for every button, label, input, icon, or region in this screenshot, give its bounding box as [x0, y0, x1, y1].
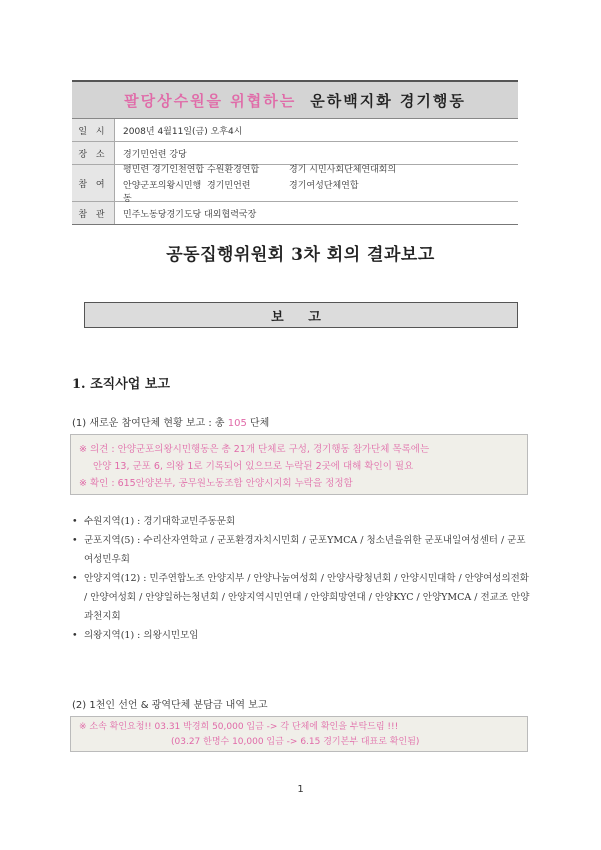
info-key: 장 소 — [72, 142, 115, 164]
bullet-icon: • — [72, 535, 78, 546]
new-members-heading — [72, 414, 269, 429]
participant-org: 수원환경연합 — [207, 165, 260, 175]
banner-dark-text: 운하백지화 경기행동 — [310, 91, 466, 110]
event-banner — [72, 82, 518, 119]
banner-pink-text: 팔당상수원을 위협하는 — [124, 91, 297, 110]
participant-orgs — [123, 162, 409, 204]
member-count: 105 — [227, 418, 247, 429]
contribution-note-box — [70, 716, 528, 752]
bullet-icon: • — [72, 516, 78, 527]
region-list — [72, 512, 530, 645]
list-item: • 수원지역(1) : 경기대학교민주동문회 — [72, 512, 530, 531]
note-line: 안양 13, 군포 6, 의왕 1로 기록되어 있으므로 누락된 2곳에 대해 확인이 필요 — [93, 461, 414, 472]
section-title: 1. 조직사업 보고 — [72, 377, 170, 392]
list-item: • 의왕지역(1) : 의왕시민모임 — [72, 626, 530, 645]
info-key: 참 여 — [72, 165, 115, 201]
bullet-icon: • — [72, 630, 78, 641]
info-row-observer — [72, 202, 518, 224]
event-info-table — [72, 80, 518, 225]
contribution-heading: (2) 1천인 선언 & 광역단체 분담금 내역 보고 — [72, 700, 268, 711]
participant-org: 경기 시민사회단체연대회의 — [289, 165, 397, 175]
report-section-bar: 보 고 — [84, 302, 518, 328]
opinion-note-box — [70, 434, 528, 495]
bullet-icon: • — [72, 573, 78, 584]
heading-prefix: (1) 새로운 참여단체 현황 보고 : 총 — [72, 418, 228, 429]
info-value: 경기민언련 강당 — [123, 149, 187, 160]
participant-org: 안양군포의왕시민행동 — [123, 181, 202, 204]
participant-org: 평민련 경기인천연합 — [123, 165, 205, 175]
info-row-participants — [72, 165, 518, 202]
info-key: 참 관 — [72, 202, 115, 224]
note-line: ※ 의견 : 안양군포의왕시민행동은 총 21개 단체로 구성, 경기행동 참가단체 목록에는 — [79, 444, 430, 455]
note-line: (03.27 한명수 10,000 입금 -> 6.15 경기본부 대표로 확인됨) — [171, 737, 420, 747]
info-key: 일 시 — [72, 119, 115, 141]
note-line: ※ 확인 : 615안양본부, 공무원노동조합 안양시지회 누락을 정정함 — [79, 478, 353, 489]
page-title: 공동집행위원회 3차 회의 결과보고 — [166, 245, 435, 265]
heading-suffix: 단체 — [246, 418, 270, 429]
note-line: ※ 소속 확인요청!! 03.31 박경희 50,000 입금 -> 각 단체에 확인을 부탁드림 !!! — [79, 722, 399, 732]
participant-org: 경기여성단체연합 — [289, 181, 359, 191]
page-number: 1 — [297, 784, 304, 795]
list-item: • 안양지역(12) : 민주연합노조 안양지부 / 안양나눔여성회 / 안양사랑청년회 / 안양시민대학 / 안양여성의전화 / 안양여성회 / 안양일하는청년회 / 안양지역시민연대 / 안양희망연대 / 안양KYC / 안양YMCA / 전교조 안양과천지회 — [72, 569, 530, 626]
info-value: 2008년 4월11일(금) 오후4시 — [123, 126, 243, 137]
participant-org: 경기민언련 — [207, 181, 251, 191]
info-row-datetime — [72, 119, 518, 142]
list-item: • 군포지역(5) : 수리산자연학교 / 군포환경자치시민회 / 군포YMCA / 청소년을위한 군포내일여성센터 / 군포여성민우회 — [72, 531, 530, 569]
info-value: 민주노동당경기도당 대외협력국장 — [123, 209, 257, 220]
